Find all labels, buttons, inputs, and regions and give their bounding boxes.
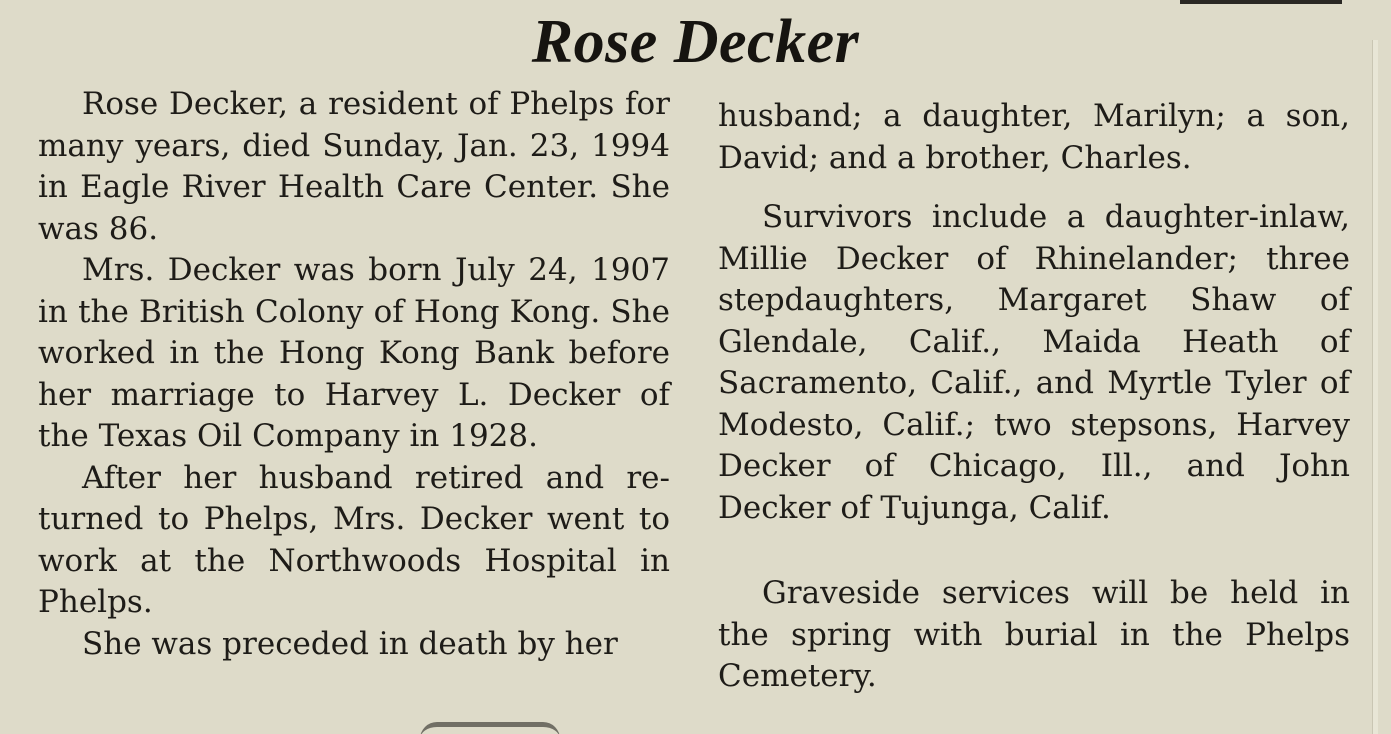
- paragraph-preceded-in-death: She was preceded in death by her: [82, 625, 618, 662]
- right-margin-edge: [1372, 40, 1378, 734]
- paragraph-death-notice: Rose Decker, a resident of Phelps for many years, died Sunday, Jan. 23, 1994 in Eagle River Health Care Center. She was 86.: [38, 86, 670, 247]
- left-column: [38, 84, 670, 665]
- top-rule-divider: [1180, 0, 1342, 4]
- paragraph-survivors: Survivors include a daughter-inlaw, Millie Decker of Rhinelander; three stepdaughters, Margaret Shaw of Glendale, Calif., Maida Heath of Sacramento, Calif., and Myrtle Tyler of Modesto, Calif.; two stepsons, Harvey Decker of Chicago, Ill., and John Decker of Tujunga, Calif.: [718, 199, 1350, 526]
- obituary-headline: Rose Decker: [531, 8, 860, 76]
- paragraph-graveside-services: Graveside services will be held in the spring with burial in the Phelps Cemetery.: [718, 575, 1350, 694]
- next-article-fragment: [420, 722, 560, 734]
- right-column: [718, 96, 1350, 698]
- paragraph-work-history: After her husband retired and returned to Phelps, Mrs. Decker went to work at the Northwoods Hospital in Phelps.: [38, 459, 670, 620]
- paragraph-birth-and-marriage: Mrs. Decker was born July 24, 1907 in the British Colony of Hong Kong. She worked in the Hong Kong Bank before her marriage to Harvey L. Decker of the Texas Oil Company in 1928.: [38, 252, 670, 454]
- paragraph-preceded-continued: husband; a daughter, Marilyn; a son, David; and a brother, Charles.: [718, 98, 1350, 176]
